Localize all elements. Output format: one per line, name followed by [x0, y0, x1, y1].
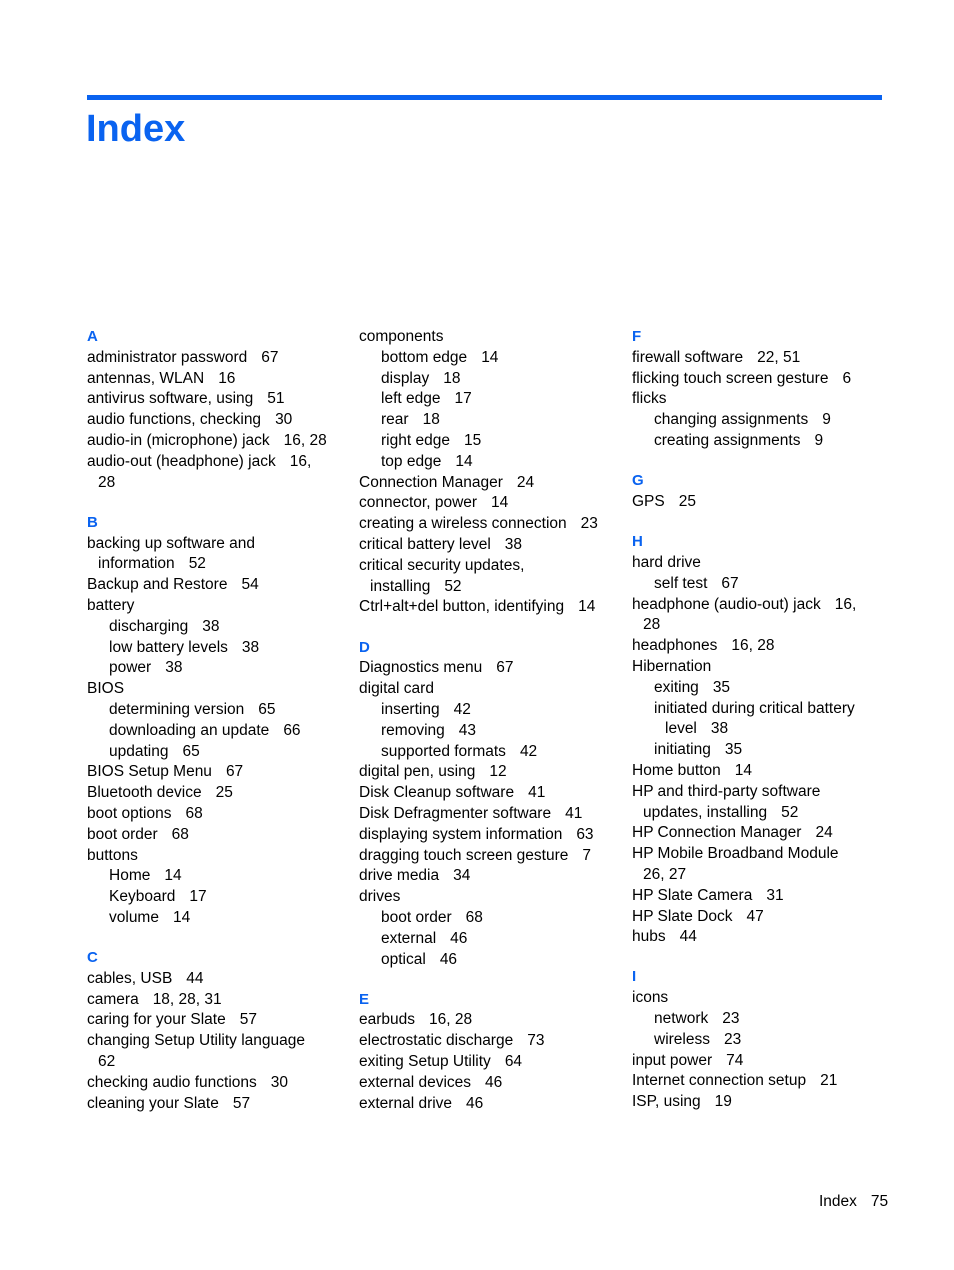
index-entry — [632, 492, 887, 513]
entry-page-ref: 67 — [225, 763, 244, 781]
entry-page-ref: 44 — [186, 969, 204, 987]
index-entry — [632, 1092, 887, 1113]
entry-page-ref: 65 — [182, 742, 200, 760]
entry-term: creating a wireless connection — [359, 515, 567, 533]
entry-page-ref: 46 — [485, 1073, 503, 1091]
index-entry — [632, 1071, 887, 1092]
entry-term: flicking touch screen gesture — [632, 369, 829, 387]
index-subentry — [359, 929, 614, 950]
entry-term: caring for your Slate — [87, 1011, 226, 1029]
index-entry — [87, 804, 342, 825]
entry-term: external drive — [359, 1094, 453, 1112]
entry-term: boot order — [381, 908, 452, 926]
entry-term: self test — [654, 574, 708, 592]
index-entry — [632, 389, 887, 410]
entry-page-ref: 18, 28, 31 — [152, 990, 222, 1008]
index-entry — [359, 1010, 614, 1031]
entry-page-ref: 57 — [239, 1011, 257, 1029]
entry-page-ref: 15 — [463, 431, 482, 449]
entry-page-ref: 17 — [454, 390, 472, 408]
entry-term: volume — [109, 908, 159, 926]
entry-page-ref: 14 — [455, 452, 473, 470]
index-entry — [359, 804, 614, 825]
index-entry — [87, 369, 342, 390]
index-entry — [87, 679, 342, 700]
entry-page-ref: 38 — [202, 617, 220, 635]
entry-term: boot order — [87, 825, 158, 843]
index-entry — [359, 825, 614, 846]
index-entry — [632, 553, 887, 574]
entry-term: Disk Cleanup software — [359, 784, 515, 802]
page-number: 75 — [870, 1193, 889, 1210]
index-entry — [87, 534, 342, 555]
entry-term: audio-out (headphone) jack — [87, 452, 276, 470]
entry-term: Disk Defragmenter software — [359, 804, 552, 822]
index-entry — [632, 823, 887, 844]
index-entry — [632, 907, 887, 928]
entry-page-ref: 12 — [489, 763, 507, 781]
index-column-1 — [87, 327, 342, 1114]
index-subentry — [359, 700, 614, 721]
entry-page-ref: 52 — [781, 803, 799, 821]
entry-page-ref: 46 — [439, 950, 458, 968]
entry-page-ref: 16, 28 — [731, 637, 775, 655]
entry-term: exiting — [654, 678, 699, 696]
entry-term: HP Slate Dock — [632, 907, 733, 925]
entry-page-ref: 68 — [465, 908, 483, 926]
index-subentry — [359, 389, 614, 410]
entry-page-ref: 25 — [215, 784, 233, 802]
entry-term: BIOS Setup Menu — [87, 763, 212, 781]
index-entry — [87, 1073, 342, 1094]
entry-page-ref: 38 — [165, 659, 183, 677]
section-letter-h: H — [632, 533, 643, 551]
entry-term: Ctrl+alt+del button, identifying — [359, 598, 565, 616]
entry-term: displaying system information — [359, 825, 563, 843]
entry-page-ref: 51 — [267, 390, 285, 408]
entry-term: removing — [381, 721, 445, 739]
index-entry — [87, 762, 342, 783]
entry-page-ref: 14 — [172, 908, 191, 926]
index-entry — [87, 1031, 342, 1052]
index-entry — [359, 514, 614, 535]
entry-page-ref: 41 — [528, 784, 546, 802]
index-subentry — [87, 887, 342, 908]
index-entry — [359, 1052, 614, 1073]
entry-page-ref: 16, — [289, 452, 312, 470]
entry-page-ref: 22, 51 — [757, 348, 801, 366]
index-entry — [632, 988, 887, 1009]
entry-page-ref: 24 — [815, 824, 833, 842]
index-entry — [632, 761, 887, 782]
entry-term: installing — [370, 577, 431, 595]
entry-term: Keyboard — [109, 888, 176, 906]
index-subentry — [359, 348, 614, 369]
index-column-3 — [632, 327, 887, 1113]
section-letter-a: A — [87, 328, 98, 345]
index-entry — [359, 473, 614, 494]
entry-page-ref: 41 — [565, 804, 583, 822]
index-entry — [632, 927, 887, 948]
entry-term: icons — [632, 989, 669, 1007]
index-subentry — [87, 700, 342, 721]
section-letter-d: D — [359, 638, 370, 656]
entry-page-ref: 31 — [766, 886, 784, 904]
entry-page-ref: 67 — [496, 659, 514, 677]
section-letter-e: E — [359, 990, 370, 1008]
entry-term: drives — [359, 888, 401, 906]
index-entry — [359, 597, 614, 618]
index-entry — [632, 636, 887, 657]
entry-term: right edge — [381, 431, 450, 449]
index-entry — [87, 348, 342, 369]
entry-term: flicks — [632, 390, 667, 408]
entry-page-ref: 25 — [678, 492, 696, 510]
entry-page-ref: 18 — [443, 369, 461, 387]
entry-term: updates, installing — [643, 803, 768, 821]
entry-term: downloading an update — [109, 721, 270, 739]
entry-page-ref: 38 — [504, 535, 523, 553]
entry-term: battery — [87, 596, 135, 614]
index-subentry — [632, 740, 887, 761]
entry-term: top edge — [381, 452, 442, 470]
index-entry — [87, 575, 342, 596]
index-entry — [87, 846, 342, 867]
entry-term: Diagnostics menu — [359, 659, 483, 677]
entry-page-ref: 64 — [504, 1053, 523, 1071]
entry-term: firewall software — [632, 348, 744, 366]
entry-term: 28 — [98, 473, 116, 491]
entry-page-ref: 23 — [580, 515, 598, 533]
entry-term: Home button — [632, 761, 721, 779]
entry-term: GPS — [632, 492, 665, 510]
entry-term: determining version — [109, 700, 245, 718]
entry-page-ref: 21 — [820, 1072, 838, 1090]
entry-term: external devices — [359, 1073, 472, 1091]
index-entry-continuation — [632, 803, 887, 824]
entry-term: antennas, WLAN — [87, 369, 205, 387]
index-column-2 — [359, 327, 614, 1114]
entry-page-ref: 30 — [270, 1073, 289, 1091]
entry-term: external — [381, 929, 437, 947]
entry-term: HP and third-party software — [632, 782, 821, 800]
entry-term: inserting — [381, 700, 440, 718]
entry-term: ISP, using — [632, 1093, 701, 1111]
entry-page-ref: 38 — [241, 638, 260, 656]
entry-page-ref: 19 — [714, 1093, 732, 1111]
page-footer — [819, 1192, 888, 1212]
entry-term: buttons — [87, 846, 138, 864]
index-subentry — [359, 950, 614, 971]
entry-term: supported formats — [381, 742, 506, 760]
entry-page-ref: 42 — [453, 700, 471, 718]
entry-term: changing assignments — [654, 411, 809, 429]
entry-term: bottom edge — [381, 348, 468, 366]
index-entry — [359, 866, 614, 887]
entry-term: audio-in (microphone) jack — [87, 431, 270, 449]
entry-term: level — [665, 720, 697, 738]
entry-term: HP Connection Manager — [632, 824, 802, 842]
entry-term: hard drive — [632, 553, 701, 571]
entry-page-ref: 68 — [185, 804, 203, 822]
index-entry — [359, 493, 614, 514]
index-entry — [87, 969, 342, 990]
entry-page-ref: 57 — [232, 1094, 251, 1112]
index-entry — [87, 410, 342, 431]
entry-term: wireless — [654, 1030, 710, 1048]
section-letter-b: B — [87, 513, 98, 531]
entry-page-ref: 42 — [519, 742, 538, 760]
index-entry — [87, 990, 342, 1011]
entry-term: administrator password — [87, 348, 248, 366]
index-subentry — [359, 452, 614, 473]
entry-term: information — [98, 555, 175, 573]
entry-page-ref: 14 — [164, 867, 182, 885]
entry-page-ref: 14 — [578, 598, 596, 616]
entry-term: rear — [381, 411, 409, 429]
index-subentry — [87, 638, 342, 659]
entry-term: components — [359, 328, 444, 345]
entry-term: headphones — [632, 637, 718, 655]
entry-term: audio functions, checking — [87, 411, 262, 429]
entry-page-ref: 38 — [710, 720, 729, 738]
index-subentry — [87, 658, 342, 679]
index-entry — [87, 596, 342, 617]
entry-term: connector, power — [359, 494, 478, 512]
entry-term: Connection Manager — [359, 473, 503, 491]
index-entry — [359, 846, 614, 867]
entry-term: antivirus software, using — [87, 390, 254, 408]
index-entry-continuation — [632, 719, 887, 740]
index-entry — [359, 679, 614, 700]
entry-page-ref: 46 — [450, 929, 468, 947]
index-subentry — [87, 721, 342, 742]
entry-page-ref: 9 — [822, 411, 831, 429]
entry-page-ref: 54 — [241, 576, 259, 594]
entry-page-ref: 30 — [275, 411, 293, 429]
index-subentry — [87, 617, 342, 638]
entry-term: hubs — [632, 928, 666, 946]
entry-term: camera — [87, 990, 139, 1008]
entry-page-ref: 52 — [444, 577, 462, 595]
entry-term: cables, USB — [87, 969, 173, 987]
entry-page-ref: 44 — [679, 928, 697, 946]
index-entry — [87, 431, 342, 452]
index-entry — [359, 556, 614, 577]
index-entry — [359, 658, 614, 679]
entry-page-ref: 9 — [814, 431, 824, 449]
entry-term: Backup and Restore — [87, 576, 228, 594]
index-subentry — [632, 678, 887, 699]
entry-page-ref: 34 — [453, 867, 471, 885]
index-entry-continuation — [87, 473, 342, 494]
index-subentry — [359, 742, 614, 763]
entry-term: discharging — [109, 617, 189, 635]
entry-page-ref: 6 — [842, 369, 852, 387]
entry-term: updating — [109, 742, 169, 760]
index-subentry — [632, 699, 887, 720]
entry-page-ref: 68 — [171, 825, 189, 843]
entry-page-ref: 16, 28 — [429, 1011, 473, 1029]
index-entry — [632, 348, 887, 369]
section-letter-c: C — [87, 949, 98, 967]
section-letter-f: F — [632, 328, 642, 345]
entry-page-ref: 16, 28 — [283, 431, 327, 449]
entry-page-ref: 65 — [258, 700, 276, 718]
entry-term: initiating — [654, 741, 711, 759]
entry-term: digital card — [359, 680, 434, 698]
entry-term: creating assignments — [654, 431, 801, 449]
index-entry — [87, 825, 342, 846]
index-entry — [632, 595, 887, 616]
index-entry — [359, 1094, 614, 1115]
index-entry-continuation — [359, 577, 614, 598]
entry-page-ref: 63 — [576, 825, 594, 843]
entry-term: HP Mobile Broadband Module — [632, 845, 839, 863]
index-entry — [632, 782, 887, 803]
entry-term: Bluetooth device — [87, 784, 202, 802]
index-subentry — [87, 908, 342, 929]
entry-term: 28 — [643, 616, 661, 634]
index-subentry — [359, 721, 614, 742]
index-entry — [87, 1010, 342, 1031]
entry-term: drive media — [359, 867, 440, 885]
index-entry-continuation — [632, 865, 887, 886]
title-rule — [87, 95, 882, 100]
entry-term: backing up software and — [87, 534, 256, 552]
index-subentry — [359, 908, 614, 929]
entry-page-ref: 7 — [582, 846, 592, 864]
entry-term: critical security updates, — [359, 556, 525, 574]
entry-term: 62 — [98, 1053, 116, 1071]
entry-page-ref: 23 — [722, 1010, 740, 1028]
index-entry — [632, 886, 887, 907]
entry-page-ref: 17 — [189, 888, 207, 906]
section-letter-g: G — [632, 472, 644, 490]
index-entry — [87, 389, 342, 410]
entry-page-ref: 35 — [712, 678, 731, 696]
entry-page-ref: 14 — [734, 761, 752, 779]
entry-page-ref: 66 — [283, 721, 301, 739]
index-entry — [632, 369, 887, 390]
index-entry — [359, 327, 614, 348]
entry-term: cleaning your Slate — [87, 1094, 219, 1112]
entry-term: network — [654, 1010, 709, 1028]
entry-term: earbuds — [359, 1011, 416, 1029]
entry-page-ref: 67 — [261, 348, 279, 366]
index-entry — [359, 887, 614, 908]
index-entry — [359, 1073, 614, 1094]
entry-term: HP Slate Camera — [632, 886, 753, 904]
entry-page-ref: 23 — [723, 1030, 742, 1048]
entry-page-ref: 47 — [746, 907, 764, 925]
index-entry-continuation — [632, 615, 887, 636]
index-subentry — [632, 574, 887, 595]
entry-page-ref: 14 — [481, 348, 499, 366]
index-subentry — [87, 742, 342, 763]
entry-page-ref: 14 — [491, 494, 509, 512]
section-letter-i: I — [632, 968, 637, 986]
entry-page-ref: 35 — [724, 741, 743, 759]
index-entry-continuation — [87, 1052, 342, 1073]
entry-term: BIOS — [87, 680, 125, 698]
entry-page-ref: 52 — [188, 555, 206, 573]
index-entry — [87, 1094, 342, 1115]
index-subentry — [359, 431, 614, 452]
index-entry — [632, 1051, 887, 1072]
index-entry — [87, 783, 342, 804]
index-entry — [632, 844, 887, 865]
index-subentry — [87, 866, 342, 887]
entry-term: Hibernation — [632, 657, 712, 675]
entry-term: dragging touch screen gesture — [359, 846, 569, 864]
index-subentry — [359, 369, 614, 390]
entry-term: boot options — [87, 804, 172, 822]
entry-term: digital pen, using — [359, 763, 476, 781]
entry-term: Internet connection setup — [632, 1072, 807, 1090]
index-subentry — [632, 431, 887, 452]
index-subentry — [632, 1030, 887, 1051]
entry-term: initiated during critical battery — [654, 699, 855, 717]
entry-page-ref: 16 — [218, 369, 236, 387]
entry-term: optical — [381, 950, 426, 968]
entry-term: low battery levels — [109, 638, 228, 656]
entry-term: power — [109, 659, 152, 677]
entry-term: changing Setup Utility language — [87, 1032, 306, 1050]
entry-term: exiting Setup Utility — [359, 1053, 491, 1071]
index-entry — [359, 762, 614, 783]
entry-term: display — [381, 369, 430, 387]
entry-page-ref: 16, — [834, 595, 857, 613]
entry-page-ref: 73 — [527, 1032, 545, 1050]
entry-term: Home — [109, 867, 151, 885]
index-entry — [359, 535, 614, 556]
index-entry — [359, 783, 614, 804]
footer-label: Index — [819, 1193, 857, 1210]
entry-term: checking audio functions — [87, 1073, 257, 1091]
index-entry — [359, 1031, 614, 1052]
entry-page-ref: 43 — [458, 721, 476, 739]
entry-term: electrostatic discharge — [359, 1032, 514, 1050]
index-subentry — [359, 410, 614, 431]
entry-term: critical battery level — [359, 535, 491, 553]
page-title: Index — [86, 108, 186, 150]
entry-page-ref: 67 — [721, 574, 739, 592]
entry-term: 26, 27 — [643, 865, 687, 883]
entry-page-ref: 74 — [726, 1051, 744, 1069]
entry-page-ref: 24 — [516, 473, 535, 491]
entry-term: headphone (audio-out) jack — [632, 595, 821, 613]
index-subentry — [632, 410, 887, 431]
entry-page-ref: 18 — [422, 411, 440, 429]
entry-page-ref: 46 — [466, 1094, 484, 1112]
entry-term: left edge — [381, 390, 441, 408]
index-entry — [632, 657, 887, 678]
index-entry-continuation — [87, 554, 342, 575]
index-subentry — [632, 1009, 887, 1030]
index-entry — [87, 452, 342, 473]
entry-term: input power — [632, 1051, 713, 1069]
